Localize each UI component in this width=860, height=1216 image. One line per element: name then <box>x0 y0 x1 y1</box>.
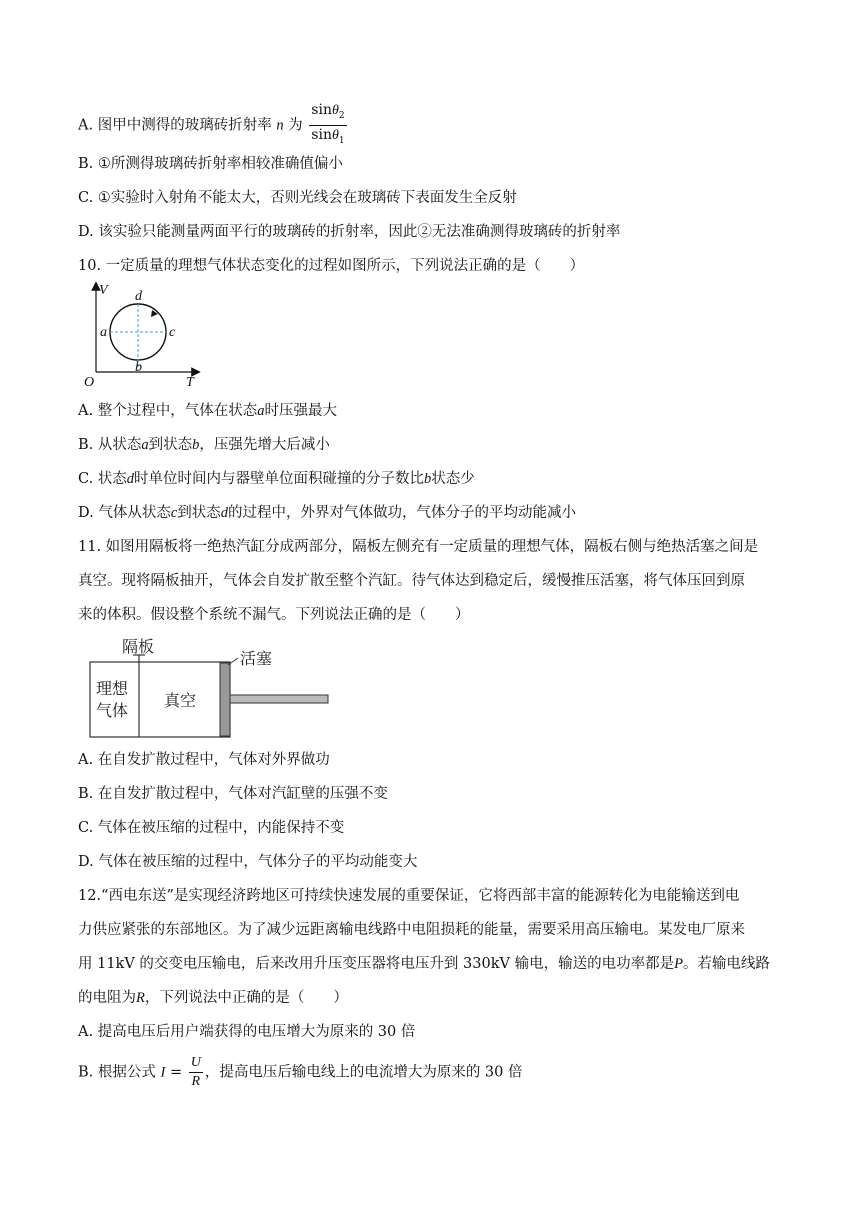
text: 到状态 <box>148 437 193 453</box>
state-d-label: d <box>135 289 142 304</box>
piston-head <box>220 663 230 736</box>
q9-option-a-text: A. 图甲中测得的玻璃砖折射率 <box>78 117 272 134</box>
q10-option-c <box>78 469 475 489</box>
gas-label-line-1: 理想 <box>96 679 129 698</box>
gas-label-line-2: 气体 <box>96 701 129 720</box>
num-var: θ <box>331 103 339 118</box>
q12-stem-line-1: 12.“西电东送”是实现经济跨地区可持续快速发展的重要保证，它将西部丰富的能源转化为电能输送到电 <box>78 888 740 904</box>
state-c-label: c <box>169 325 176 340</box>
text: 时压强最大 <box>264 403 337 419</box>
q12-formula-fraction <box>189 1054 203 1091</box>
den-fn: sin <box>311 126 332 143</box>
q12-option-b <box>78 1054 523 1091</box>
text: ，下列说法中正确的是（ ） <box>144 990 348 1006</box>
q10-option-d <box>78 503 576 523</box>
text: 状态少 <box>431 471 475 487</box>
text: ，压强先增大后减小 <box>199 437 330 453</box>
q9-option-d: D. 该实验只能测量两面平行的玻璃砖的折射率，因此②无法准确测得玻璃砖的折射率 <box>78 224 621 240</box>
q9-option-b: B. ①所测得玻璃砖折射率相较准确值偏小 <box>78 156 343 172</box>
cylinder-body <box>90 662 230 737</box>
text: 到状态 <box>177 505 221 521</box>
axis-label-v: V <box>99 283 108 298</box>
var: R <box>136 990 145 1006</box>
var: d <box>126 471 135 487</box>
fraction-denominator: R <box>191 1074 201 1089</box>
q10-vt-diagram <box>80 280 210 390</box>
var: P <box>674 956 683 972</box>
text: 的过程中，外界对气体做功，气体分子的平均动能减小 <box>228 505 577 521</box>
piston-rod <box>230 695 328 703</box>
q11-option-c: C. 气体在被压缩的过程中，内能保持不变 <box>78 820 345 836</box>
var: b <box>424 471 432 487</box>
text: B. 从状态 <box>78 437 142 453</box>
q11-option-d: D. 气体在被压缩的过程中，气体分子的平均动能变大 <box>78 854 418 870</box>
text: 时单位时间内与器壁单位面积碰撞的分子数比 <box>134 471 425 487</box>
q11-cylinder-diagram <box>88 632 338 742</box>
q11-stem-line-2: 真空。现将隔板抽开，气体会自发扩散至整个汽缸。待气体达到稳定后，缓慢推压活塞，将气体压回到原 <box>78 573 745 589</box>
q11-option-b: B. 在自发扩散过程中，气体对汽缸壁的压强不变 <box>78 786 388 802</box>
q9-option-a-mid: 为 <box>288 117 303 134</box>
q10-option-b <box>78 435 330 455</box>
q9-option-c: C. ①实验时入射角不能太大，否则光线会在玻璃砖下表面发生全反射 <box>78 190 517 206</box>
q12-option-a: A. 提高电压后用户端获得的电压增大为原来的 30 倍 <box>78 1024 416 1040</box>
q12-stem-line-3 <box>78 954 770 974</box>
q9-fraction-denominator <box>309 126 346 150</box>
var: b <box>192 437 200 453</box>
text: 用 11kV 的交变电压输电，后来改用升压变压器将电压升到 330kV 输电，输送的电功率都是 <box>78 956 675 972</box>
formula-lhs: I <box>160 1064 166 1081</box>
num-fn: sin <box>311 102 332 118</box>
q9-option-a <box>78 101 349 150</box>
state-a-label: a <box>100 325 107 340</box>
var: d <box>220 505 229 521</box>
q9-fraction-numerator <box>309 101 346 126</box>
q11-stem-line-3: 来的体积。假设整个系统不漏气。下列说法正确的是（ ） <box>78 607 470 623</box>
text: A. 整个过程中，气体在状态 <box>78 403 258 419</box>
den-sub: 1 <box>338 135 345 146</box>
num-sub: 2 <box>338 110 345 121</box>
var: a <box>257 403 265 419</box>
axis-label-t: T <box>186 375 194 390</box>
q9-option-a-var: n <box>276 117 284 134</box>
fraction-numerator: U <box>189 1054 203 1073</box>
text: ，提高电压后输电线上的电流增大为原来的 30 倍 <box>204 1064 523 1081</box>
text: C. 状态 <box>78 471 127 487</box>
piston-label: 活塞 <box>240 649 273 668</box>
partition-label: 隔板 <box>122 637 155 656</box>
var: a <box>141 437 149 453</box>
q12-stem-line-2: 力供应紧张的东部地区。为了减少远距离输电线路中电阻损耗的能量，需要采用高压输电。某发电厂原来 <box>78 922 745 938</box>
text: B. 根据公式 <box>78 1064 156 1081</box>
vacuum-label: 真空 <box>164 691 197 710</box>
origin-label: O <box>84 375 95 390</box>
den-var: θ <box>331 127 339 143</box>
formula-eq: = <box>169 1064 183 1081</box>
text: D. 气体从状态 <box>78 505 171 521</box>
q12-stem-line-4 <box>78 988 348 1008</box>
state-b-label: b <box>135 360 142 375</box>
q11-option-a: A. 在自发扩散过程中，气体对外界做功 <box>78 752 330 768</box>
text: 。若输电线路 <box>682 956 770 972</box>
text: 的电阻为 <box>78 990 136 1006</box>
q11-stem-line-1: 11. 如图用隔板将一绝热汽缸分成两部分，隔板左侧充有一定质量的理想气体，隔板右侧与绝热活塞之间是 <box>78 539 759 555</box>
q10-stem: 10. 一定质量的理想气体状态变化的过程如图所示，下列说法正确的是（ ） <box>78 258 585 274</box>
q10-option-a <box>78 401 337 421</box>
q9-option-a-fraction <box>309 101 346 150</box>
var: c <box>170 505 178 521</box>
